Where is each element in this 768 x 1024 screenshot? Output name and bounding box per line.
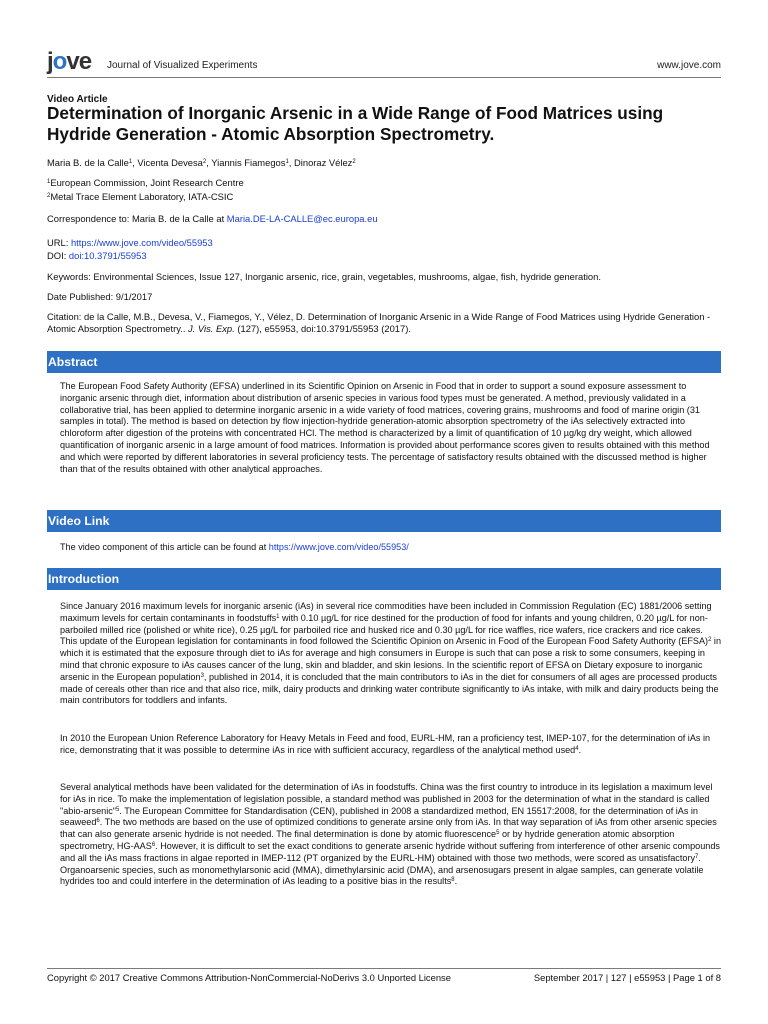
reference-marker: 6: [151, 841, 156, 848]
video-url-link[interactable]: https://www.jove.com/video/55953/: [268, 542, 409, 552]
reference-marker: 8: [451, 877, 455, 884]
video-link-heading-bar: [47, 510, 721, 532]
doi-line: [47, 250, 147, 262]
article-url-link[interactable]: https://www.jove.com/video/55953: [70, 237, 213, 248]
introduction-paragraph: [60, 733, 721, 757]
paragraph-text: Several analytical methods have been validated for the determination of iAs in foodstuffs. China was the first country to introduce in its legislation a maximum level for iAs in rice. To make the implementation of legislation possible, a standard method was published in 2003 for the determination of what in the standard is called "abio-arsenic": [60, 782, 713, 816]
citation-text: Citation: de la Calle, M.B., Devesa, V., Fiamegos, Y., Vélez, D. Determination of Inorganic Arsenic in a Wide Range of Food Matrices using Hydride Generation - Atomic Absorption Spectrometry..: [47, 311, 711, 334]
abstract-heading-bar: [47, 351, 721, 373]
affiliation-text: Metal Trace Element Laboratory, IATA-CSIC: [50, 191, 234, 202]
reference-marker: 1: [276, 613, 280, 620]
introduction-paragraph: [60, 782, 721, 888]
journal-site-link[interactable]: www.jove.com: [657, 60, 721, 71]
affiliation-number: 2: [47, 193, 51, 199]
paragraph-text: .: [454, 876, 458, 887]
date-published: Date Published: 9/1/2017: [47, 291, 153, 302]
paragraph-text: . However, it is difficult to set the exact conditions to generate arsenic hydride without suffering from interference of other arsenic compounds and all the iAs mass fractions in algae reported in IMEP-112 (PT organized by the EURL-HM) obtained with those two methods, were scored as unsatisfactory: [60, 840, 720, 863]
paragraph-text: In 2010 the European Union Reference Laboratory for Heavy Metals in Feed and food, EURL-HM, ran a proficiency test, IMEP-107, for the determination of iAs in rice, demonstrating that it was possible to determine iAs in rice with sufficient accuracy, regardless of the analytical method used: [60, 733, 711, 755]
jove-logo[interactable]: jove: [47, 48, 92, 75]
author-affiliation-ref: 1: [285, 159, 289, 165]
introduction-heading-bar: [47, 568, 721, 590]
paragraph-text: .: [578, 744, 582, 755]
paragraph-text: Since January 2016 maximum levels for inorganic arsenic (iAs) in several rice commodities have been included in Commission Regulation (EC) 1881/2006 setting maximum levels for certain contaminants in foodstuffs: [60, 601, 712, 623]
abstract-text: The European Food Safety Authority (EFSA) underlined in its Scientific Opinion on Arsenic in Food that in order to support a sound exposure assessment to inorganic arsenic through diet, information about distribution of arsenic species in various food types must be generated. A method, previously validated in a collaborative trial, has been applied to determine inorganic arsenic in a wide variety of food matrices, covering grains, mushrooms and food of marine origin (31 samples in total). The method is based on detection by flow injection-hydride generation-atomic absorption spectrometry of the iAs selectively extracted into chloroform after digestion of the proteins with concentrated HCl. The method is characterized by a limit of quantification of 10 µg/kg dry weight, which allowed quantification of inorganic arsenic in a large amount of food matrices. Information is provided about performance scores given to results obtained with this method and which were reported by different laboratories in several proficiency tests. The percentage of satisfactory results obtained with the discussed method is higher than that of the results obtained with other analytical approaches.: [60, 381, 710, 474]
reference-marker: 5: [116, 806, 120, 813]
video-link-text: [60, 542, 721, 554]
page-info: September 2017 | 127 | e55953 | Page 1 of 8: [533, 972, 721, 983]
citation: [47, 311, 721, 335]
video-link-heading: Video Link: [48, 514, 110, 528]
author: Maria B. de la Calle: [47, 157, 129, 168]
logo-o: o: [52, 48, 67, 75]
reference-marker: 7: [695, 853, 699, 860]
author-affiliation-ref: 1: [128, 159, 133, 165]
introduction-heading: Introduction: [48, 572, 120, 586]
reference-marker: 2: [708, 637, 712, 644]
doi-link[interactable]: doi:10.3791/55953: [68, 250, 147, 261]
author: Yiannis Fiamegos: [211, 157, 286, 168]
keywords: Keywords: Environmental Sciences, Issue 127, Inorganic arsenic, rice, grain, vegetables, mushrooms, algae, fish, hydride generation.: [47, 271, 601, 282]
affiliation: [47, 191, 233, 203]
url-label: URL:: [47, 237, 71, 248]
reference-marker: 3: [200, 672, 204, 679]
reference-marker: 4: [575, 745, 579, 752]
footer-divider: [47, 968, 721, 969]
author-affiliation-ref: 2: [352, 159, 356, 165]
citation-details: (127), e55953, doi:10.3791/55953 (2017).: [234, 323, 411, 334]
header-divider: [47, 77, 721, 78]
correspondence-label: Correspondence to: Maria B. de la Calle at: [47, 213, 227, 224]
reference-marker: 5: [496, 830, 500, 837]
paragraph-text: . The two methods are based on the use of optimized conditions to generate arsine only from iAs. In that way separation of iAs from other arsenic species that can also generate arsenic hydride is not needed. The final determination is done by atomic fluorescence: [60, 817, 717, 840]
reference-marker: 6: [96, 818, 100, 825]
correspondence: [47, 213, 378, 225]
article-title: Determination of Inorganic Arsenic in a Wide Range of Food Matrices using Hydride Generation - Atomic Absorption Spectrometry.: [47, 103, 664, 144]
affiliation: [47, 177, 244, 189]
doi-label: DOI:: [47, 250, 69, 261]
paragraph-text: or by hydride generation atomic absorption spectrometry, HG-AAS: [60, 829, 675, 851]
affiliation-number: 1: [47, 179, 51, 185]
copyright-notice: Copyright © 2017 Creative Commons Attribution-NonCommercial-NoDerivs 3.0 Unported License: [47, 972, 451, 983]
author: Dinoraz Vélez: [294, 157, 353, 168]
paragraph-text: . The European Committee for Standardisation (CEN), published in 2008 a standardized method, EN 15517:2008, for the determination of iAs in seaweed: [60, 805, 698, 828]
affiliation-text: European Commission, Joint Research Centre: [50, 177, 244, 188]
author-affiliation-ref: 2: [202, 159, 207, 165]
author: Vicenta Devesa: [137, 157, 203, 168]
paragraph-text: . Organoarsenic species, such as monomethylarsonic acid (MMA), dimethylarsinic acid (DMA), and arsenosugars present in algae samples, can generate volatile hydrides too and could interfere in the determination of iAs leading to a positive bias in the results: [60, 852, 704, 887]
article-type: Video Article: [47, 94, 108, 105]
url-line: [47, 237, 213, 249]
paragraph-text: with 0.10 µg/L for rice destined for the production of food for infants and young children, 0.20 µg/L for non-parboiled milled rice (polished or white rice), 0.25 µg/L for parboiled rice and husked rice and 0.30 µg/L for rice waffles, rice wafers, rice crackers and rice cakes. This update of the European legislation for contaminants in food followed the Scientific Opinion on Arsenic in Food of the European Food Safety Authority (EFSA): [60, 612, 709, 647]
abstract-heading: Abstract: [48, 355, 98, 369]
author-list: Maria B. de la Calle$^1$, Vicenta Devesa$^2$, Yiannis Fiamegos$^1$, Dinoraz Vélez$^2$: [47, 157, 356, 168]
introduction-paragraph: [60, 601, 721, 707]
video-link-sentence: The video component of this article can be found at: [60, 542, 269, 552]
paragraph-text: in which it is estimated that the exposure through diet to iAs for average and high consumers in Europe is such that can pose a risk to some consumers, keeping in mind that chronic exposure to iAs causes cancer of the lung, skin and bladder, and skin lesions. In the scientific report of EFSA on Dietary exposure to inorganic arsenic in the European population: [60, 636, 722, 682]
correspondence-email-link[interactable]: Maria.DE-LA-CALLE@ec.europa.eu: [226, 213, 378, 224]
journal-name: Journal of Visualized Experiments: [107, 60, 258, 71]
paragraph-text: , published in 2014, it is concluded that the main contributors to iAs in the diet for consumers of all ages are processed products made of cereals other than rice and that also rice, milk, dairy products and drinking water contribute significantly to iAs intake, with milk and dairy products being the main contributors for toddlers and infants.: [60, 671, 719, 706]
journal-header: [47, 48, 721, 75]
citation-journal: J. Vis. Exp.: [188, 323, 235, 334]
